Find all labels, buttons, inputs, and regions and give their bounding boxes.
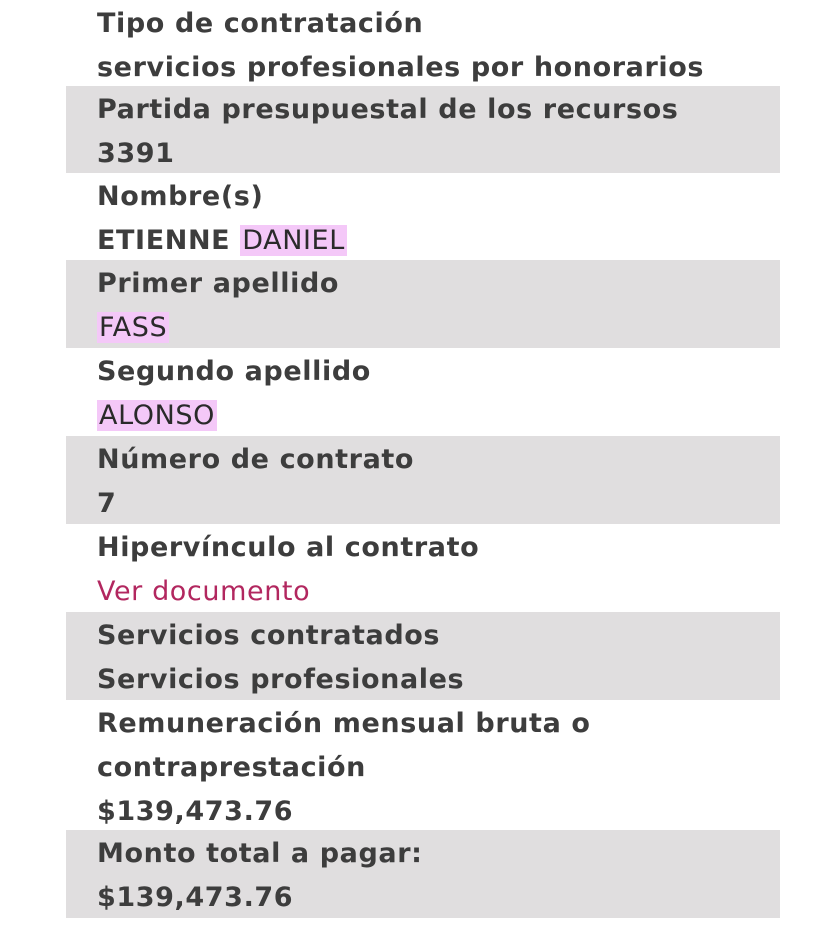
field-value: 7 bbox=[97, 488, 117, 519]
field-numero-contrato bbox=[66, 436, 780, 524]
field-label: Segundo apellido bbox=[97, 356, 371, 387]
segundo-apellido-highlighted: ALONSO bbox=[99, 400, 215, 431]
field-value bbox=[97, 306, 780, 350]
field-value: $139,473.76 bbox=[97, 882, 294, 913]
field-servicios-contratados bbox=[66, 612, 780, 700]
primer-apellido-highlighted: FASS bbox=[99, 312, 168, 343]
nombre-first: ETIENNE bbox=[97, 225, 231, 256]
field-value bbox=[97, 219, 780, 263]
field-label: Tipo de contratación bbox=[97, 8, 424, 39]
field-label: Primer apellido bbox=[97, 268, 340, 299]
contract-record bbox=[66, 0, 780, 918]
field-segundo-apellido bbox=[66, 348, 780, 436]
field-hipervinculo-contrato bbox=[66, 524, 780, 612]
ver-documento-link[interactable]: Ver documento bbox=[97, 576, 311, 607]
field-nombre bbox=[66, 173, 780, 260]
field-label: Servicios contratados bbox=[97, 620, 441, 651]
field-value: $139,473.76 bbox=[97, 796, 294, 827]
field-value bbox=[97, 570, 780, 614]
field-monto-total bbox=[66, 830, 780, 918]
field-label: Número de contrato bbox=[97, 444, 415, 475]
field-label-line2: contraprestación bbox=[97, 752, 367, 783]
field-value: 3391 bbox=[97, 138, 175, 169]
field-partida-presupuestal bbox=[66, 86, 780, 173]
field-value: servicios profesionales por honorarios bbox=[97, 52, 705, 83]
field-label: Monto total a pagar: bbox=[97, 838, 423, 869]
nombre-highlighted: DANIEL bbox=[242, 225, 345, 256]
field-value bbox=[97, 394, 780, 438]
field-label-line1: Remuneración mensual bruta o bbox=[97, 708, 591, 739]
field-label: Hipervínculo al contrato bbox=[97, 532, 480, 563]
field-label: Nombre(s) bbox=[97, 181, 264, 212]
field-value: Servicios profesionales bbox=[97, 664, 465, 695]
field-tipo-contratacion bbox=[66, 0, 780, 86]
field-primer-apellido bbox=[66, 260, 780, 348]
field-label: Partida presupuestal de los recursos bbox=[97, 94, 679, 125]
field-remuneracion bbox=[66, 700, 780, 830]
